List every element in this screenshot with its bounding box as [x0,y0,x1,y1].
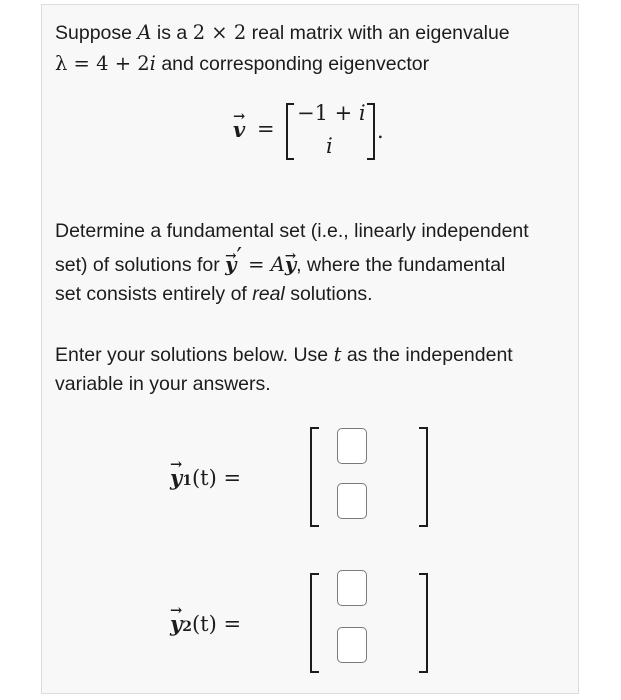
task-line-3 [55,279,373,310]
text: Suppose [55,22,138,44]
vector-top-entry: −1 + i [297,101,366,125]
y1-component-1-input[interactable] [337,428,367,464]
task-line-2 [55,243,506,281]
imaginary-unit: i [149,52,156,75]
instruction-line-1 [55,339,513,371]
task-line-1: Determine a fundamental set (i.e., linearly independent [55,220,529,242]
variable-t: t [333,343,342,366]
vector-bottom-entry: i [326,134,333,158]
text: , where the fundamental [296,254,506,276]
matrix-symbol: A [137,21,152,44]
equals-sign: = [241,253,271,276]
y-vector: → y [285,253,296,276]
left-bracket [286,103,294,160]
text: real matrix with an eigenvalue [246,22,510,44]
y-vector: → y [225,253,236,276]
period: . [377,119,384,143]
prime: ′ [236,243,242,271]
text: as the independent [341,344,513,366]
intro-line-1 [55,17,510,49]
text: solutions. [284,283,373,305]
left-bracket [310,573,319,673]
y2-label: → y2(t) = [170,611,241,636]
equals-sign: = [257,117,275,141]
instruction-line-2: variable in your answers. [55,373,271,395]
left-bracket [310,427,319,527]
matrix-symbol: A [270,253,285,276]
eigenvalue: λ = 4 + 2 [55,52,150,75]
text: is a [151,22,193,44]
text: and corresponding eigenvector [155,53,430,75]
right-bracket [419,573,428,673]
emphasis-real: real [252,283,285,305]
intro-line-2 [55,48,429,80]
text: set consists entirely of [55,283,253,305]
y2-component-2-input[interactable] [337,627,367,663]
matrix-dimension: 2 × 2 [192,21,247,44]
eigenvector-name: → v [233,117,245,142]
y2-component-1-input[interactable] [337,570,367,606]
right-bracket [367,103,375,160]
text: Enter your solutions below. Use [55,344,334,366]
text: set) of solutions for [55,254,226,276]
y1-component-2-input[interactable] [337,483,367,519]
y1-label: → y1(t) = [170,465,241,490]
right-bracket [419,427,428,527]
